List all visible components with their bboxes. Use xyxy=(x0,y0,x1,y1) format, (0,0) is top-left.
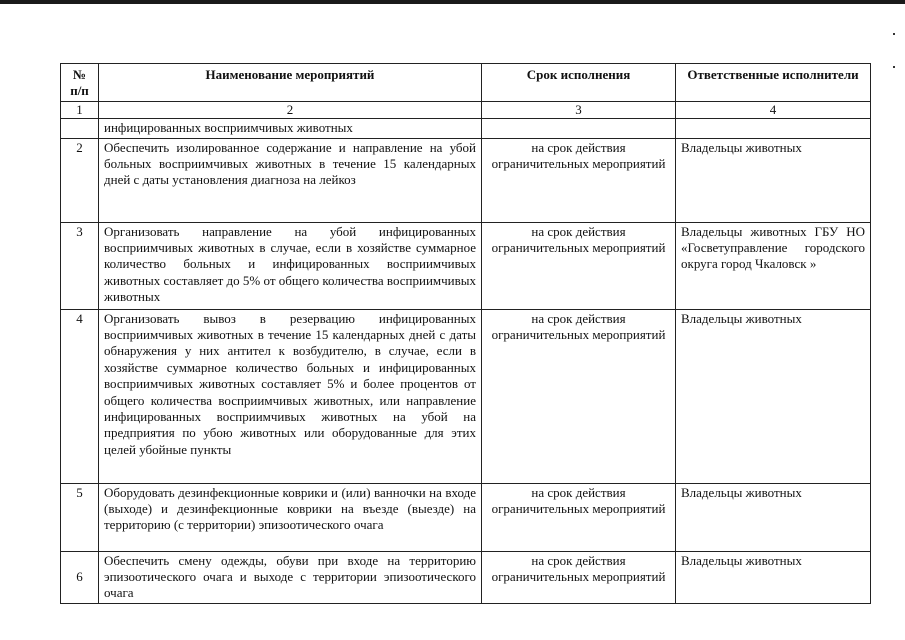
top-border-line xyxy=(0,0,905,4)
row-term xyxy=(482,119,676,138)
table-row xyxy=(61,222,871,309)
row-name: Организовать вывоз в резервацию инфицированных восприимчивых животных в течение 15 календарных дней с даты обнаружения у них антител к возбудителю, в случае, если в хозяйстве суммарное количество больных и инфицированных восприимчивых животных составляет 5% и более процентов от общего количества восприимчивых животных, или направление инфицированных восприимчивых животных на убой на предприятия по убою животных или оборудованные для этих целей убойные пункты xyxy=(99,309,482,483)
continuation-text: инфицированных восприимчивых животных xyxy=(99,119,482,138)
row-name: Обеспечить изолированное содержание и направление на убой больных восприимчивых животных в течение 15 календарных дней с даты установления диагноза на лейкоз xyxy=(99,138,482,222)
header-row xyxy=(61,64,871,102)
header-num: № п/п xyxy=(61,64,99,102)
table-row xyxy=(61,551,871,603)
row-num xyxy=(61,119,99,138)
row-term: на срок действия ограничительных мероприятий xyxy=(482,309,676,483)
header-responsible: Ответственные исполнители xyxy=(676,64,871,102)
row-responsible: Владельцы животных xyxy=(676,483,871,551)
row-num: 3 xyxy=(61,222,99,309)
table-row xyxy=(61,138,871,222)
table-row xyxy=(61,309,871,483)
row-term: на срок действия ограничительных мероприятий xyxy=(482,483,676,551)
column-index: 1 xyxy=(61,101,99,118)
row-num: 2 xyxy=(61,138,99,222)
row-responsible: Владельцы животных xyxy=(676,551,871,603)
row-name: Оборудовать дезинфекционные коврики и (или) ванночки на входе (выходе) и дезинфекционные коврики на въезде (выезде) на территорию (с территории) эпизоотического очага xyxy=(99,483,482,551)
measures-table xyxy=(60,63,871,604)
row-name: Организовать направление на убой инфицированных восприимчивых животных в случае, если в хозяйстве суммарное количество больных и инфицированных восприимчивых животных составляет до 5% от общего количества восприимчивых животных xyxy=(99,222,482,309)
column-index-row xyxy=(61,101,871,118)
margin-mark xyxy=(893,66,895,68)
header-term: Срок исполнения xyxy=(482,64,676,102)
row-num: 5 xyxy=(61,483,99,551)
table-row xyxy=(61,483,871,551)
row-num: 6 xyxy=(61,551,99,603)
table-row xyxy=(61,119,871,138)
row-term: на срок действия ограничительных мероприятий xyxy=(482,551,676,603)
row-responsible: Владельцы животных ГБУ НО «Госветуправление городского округа город Чкаловск » xyxy=(676,222,871,309)
row-responsible xyxy=(676,119,871,138)
row-responsible: Владельцы животных xyxy=(676,138,871,222)
margin-mark xyxy=(893,33,895,35)
column-index: 2 xyxy=(99,101,482,118)
column-index: 4 xyxy=(676,101,871,118)
row-term: на срок действия ограничительных мероприятий xyxy=(482,222,676,309)
column-index: 3 xyxy=(482,101,676,118)
row-num: 4 xyxy=(61,309,99,483)
row-responsible: Владельцы животных xyxy=(676,309,871,483)
header-name: Наименование мероприятий xyxy=(99,64,482,102)
row-term: на срок действия ограничительных мероприятий xyxy=(482,138,676,222)
row-name: Обеспечить смену одежды, обуви при входе на территорию эпизоотического очага и выходе с территории эпизоотического очага xyxy=(99,551,482,603)
